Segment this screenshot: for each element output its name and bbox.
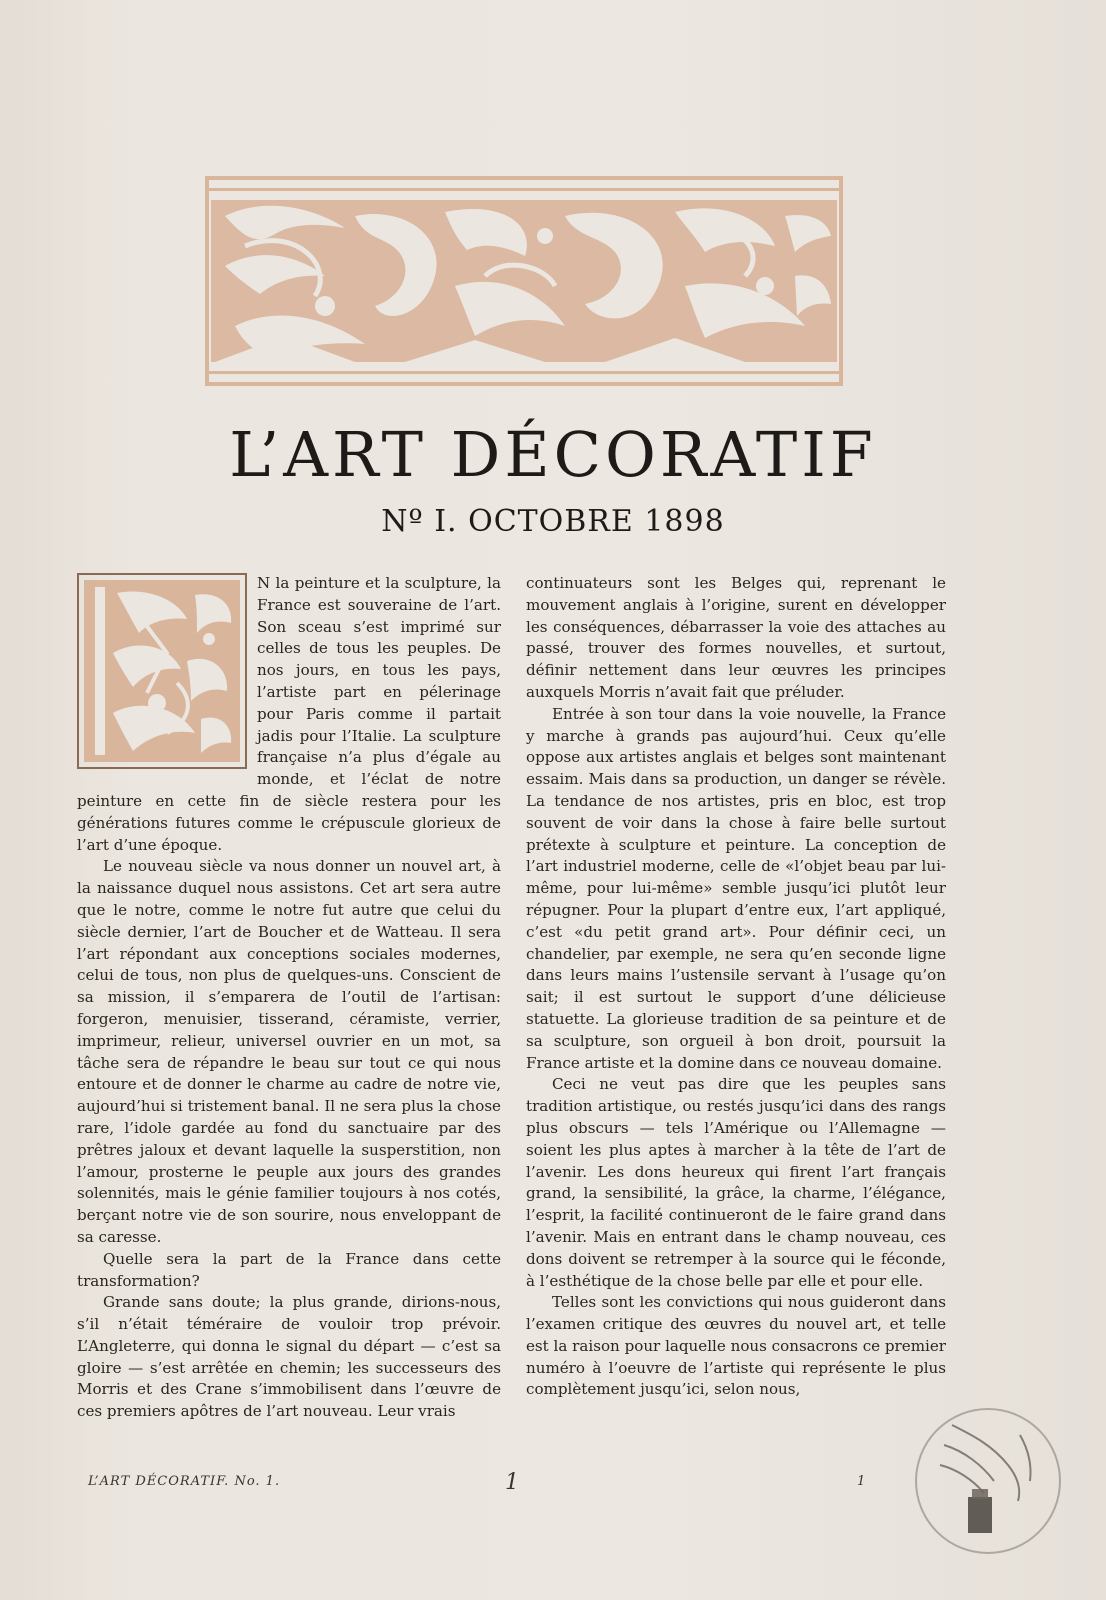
paragraph: Le nouveau siècle va nous donner un nouvel art, à la naissance duquel nous assistons. Cet art sera autre que le notre, comme le notre fut autre que celui du siècle dernier, l’art de Boucher et de Watteau. Il sera l’art répondant aux conceptions sociales modernes, celui de tous, non plus de quelques-uns. Conscient de sa mission, il s’emparera de l’outil de l’artisan: forgeron, menuisier, tisserand, céramiste, verrier, imprimeur, relieur, universel ouvrier en un mot, sa tâche sera de répandre le beau sur tout ce qui nous entoure et de donner le charme au cadre de notre vie, aujourd’hui si tristement banal. Il ne sera plus la chose rare, l’idole gardée au fond du sanctuaire par des prêtres jaloux et devant laquelle la susperstition, non l’amour, prosterne le peuple aux jours des grandes solennités, mais le génie familier toujours à nos cotés, berçant notre vie de son sourire, nous enveloppant de sa caresse. <box>77 857 501 1246</box>
article-column-right <box>526 573 946 1401</box>
paragraph: Ceci ne veut pas dire que les peuples sans tradition artistique, ou restés jusqu’ici dans des rangs plus obscurs — tels l’Amérique ou l’Allemagne — soient les plus aptes à marcher à la tête de l’art de l’avenir. Les dons heureux qui firent l’art français grand, la sensibilité, la grâce, la charme, l’élégance, l’esprit, la facilité continueront de le faire grand dans l’avenir. Mais en entrant dans le champ nouveau, ces dons doivent se retremper à la source qui le féconde, à l’esthétique de la chose belle par elle et pour elle. <box>526 1075 946 1290</box>
paragraph: Entrée à son tour dans la voie nouvelle, la France y marche à grands pas aujourd’hui. Ceux qu’elle oppose aux artistes anglais et belges sont maintenant essaim. Mais dans sa production, un danger se révèle. La tendance de nos artistes, pris en bloc, est trop souvent de voir dans la chose à faire belle surtout prétexte à sculpture et peinture. La conception de l’art industriel moderne, celle de «l’objet beau par lui-même, pour lui-même» semble jusqu’ici plutôt leur répugner. Pour la plupart d’entre eux, l’art appliqué, c’est «du petit grand art». Pour définir ceci, un chandelier, par exemple, ne sera qu’en seconde ligne dans leurs mains l’ustensile servant à l’usage qu’on sait; il est surtout le support d’une délicieuse statuette. La glorieuse tradition de sa peinture et de sa sculpture, son orgueil à bon droit, poursuit la France artiste et la domine dans ce nouveau domaine. <box>526 704 946 1072</box>
paragraph: N la peinture et la sculpture, la France est souveraine de l’art. Son sceau s’est imprimé sur celles de tous les peuples. De nos jours, en tous les pays, l’artiste part en pélerinage pour Paris comme il partait jadis pour l’Italie. La sculpture française n’a plus d’égale au monde, et l’éclat de notre peinture en cette fin de siècle restera pour les générations futures comme le crépuscule glorieux de l’art d’une époque. <box>77 574 501 854</box>
page-title: L’ART DÉCORATIF <box>229 418 877 491</box>
hand-stamp-icon <box>912 1405 1064 1557</box>
running-title: L’ART DÉCORATIF. No. 1. <box>88 1474 281 1489</box>
page-number-secondary: 1 <box>857 1474 866 1489</box>
decorated-initial-icon <box>77 573 247 769</box>
paragraph: Quelle sera la part de la France dans cette transformation? <box>77 1249 501 1290</box>
issue-subtitle: Nº I. OCTOBRE 1898 <box>381 504 725 539</box>
paragraph: continuateurs sont les Belges qui, reprenant le mouvement anglais à l’origine, surent en développer les conséquences, débarrasser la voie des attaches au passé, trouver des formes nouvelles, et surtout, définir nettement dans leur œuvres les principes auxquels Morris n’avait fait que préluder. <box>526 574 946 701</box>
art-nouveau-ornament-band <box>205 176 843 386</box>
paragraph: Grande sans doute; la plus grande, dirions-nous, s’il n’était téméraire de vouloir trop prévoir. L’Angleterre, qui donna le signal du départ — c’est sa gloire — s’est arrêtée en chemin; les successeurs des Morris et des Crane s’immobilisent dans l’œuvre de ces premiers apôtres de l’art nouveau. Leur vrais <box>77 1293 501 1421</box>
page-number: 1 <box>505 1470 519 1495</box>
paragraph: Telles sont les convictions qui nous guideront dans l’examen critique des œuvres du nouvel art, et telle est la raison pour laquelle nous consacrons ce premier numéro à l’oeuvre de l’artiste qui représente le plus complètement jusqu’ici, selon nous, <box>526 1293 946 1399</box>
article-column-left <box>77 573 501 1423</box>
